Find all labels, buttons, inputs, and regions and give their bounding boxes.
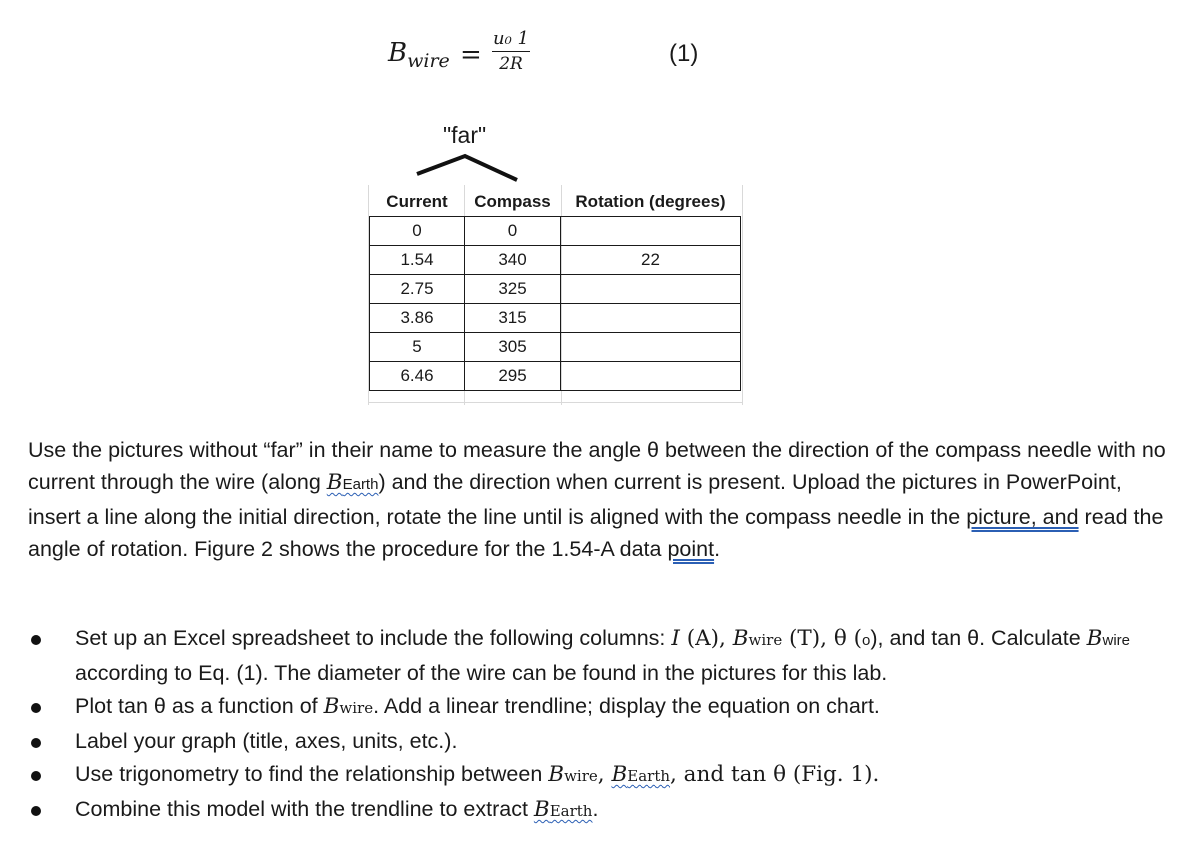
item-text: Label your graph (title, axes, units, etc.). bbox=[75, 729, 458, 753]
equation-denominator: 2R bbox=[499, 54, 523, 74]
bullet-icon bbox=[31, 771, 41, 781]
b-symbol: B bbox=[1086, 626, 1103, 651]
cell-compass: 305 bbox=[465, 333, 561, 362]
cell-current: 0 bbox=[370, 217, 465, 246]
table-row bbox=[370, 246, 741, 275]
list-item bbox=[28, 725, 1178, 758]
caret-brace-icon bbox=[415, 150, 525, 186]
table-row bbox=[370, 304, 741, 333]
table-row bbox=[370, 333, 741, 362]
cell-rotation bbox=[561, 362, 741, 391]
header-rotation: Rotation (degrees) bbox=[575, 192, 726, 211]
cell-rotation bbox=[561, 275, 741, 304]
bullet-icon bbox=[31, 806, 41, 816]
cell-current: 2.75 bbox=[370, 275, 465, 304]
table-row bbox=[370, 362, 741, 391]
paragraph-text: read the angle of rotation. Figure 2 shows the procedure for the 1.54-A data bbox=[28, 505, 1164, 561]
bullet-icon bbox=[31, 703, 41, 713]
cell-rotation bbox=[561, 333, 741, 362]
header-current: Current bbox=[386, 192, 448, 211]
degree-text: o bbox=[862, 632, 871, 649]
table-row bbox=[370, 217, 741, 246]
b-symbol: B bbox=[533, 797, 550, 822]
b-symbol: B bbox=[323, 694, 340, 719]
cell-current: 5 bbox=[370, 333, 465, 362]
b-symbol: B bbox=[326, 470, 343, 495]
cell-current: 1.54 bbox=[370, 246, 465, 275]
item-text: . bbox=[592, 797, 599, 821]
task-list bbox=[28, 622, 1178, 828]
cell-compass: 295 bbox=[465, 362, 561, 391]
cell-rotation: 22 bbox=[561, 246, 741, 275]
equation-fraction bbox=[492, 28, 530, 75]
item-text: (A), bbox=[679, 626, 733, 651]
cell-compass: 315 bbox=[465, 304, 561, 333]
b-earth-symbol bbox=[534, 797, 593, 821]
earth-subscript: Earth bbox=[549, 802, 593, 820]
item-text: , bbox=[597, 762, 612, 787]
equation-subscript: wire bbox=[407, 50, 450, 72]
cell-compass: 340 bbox=[465, 246, 561, 275]
instructions-paragraph bbox=[28, 434, 1168, 565]
equation-number: (1) bbox=[669, 40, 699, 67]
equation-numerator: u₀ 1 bbox=[493, 28, 529, 49]
b-symbol: B bbox=[548, 762, 565, 787]
paragraph-text: . bbox=[714, 537, 721, 561]
data-table bbox=[369, 188, 741, 391]
table-header-row bbox=[370, 188, 741, 217]
equation-equals: = bbox=[460, 40, 482, 70]
list-item bbox=[28, 793, 1178, 828]
item-text: (T), θ ( bbox=[782, 626, 862, 651]
cell-current: 3.86 bbox=[370, 304, 465, 333]
list-item bbox=[28, 622, 1178, 690]
item-text: according to Eq. (1). The diameter of the wire can be found in the pictures for this lab. bbox=[75, 661, 888, 685]
point-text: point bbox=[667, 537, 715, 561]
b-symbol: B bbox=[732, 626, 749, 651]
item-text: Use trigonometry to find the relationship between bbox=[75, 762, 549, 786]
picture-and-text: picture, and bbox=[966, 505, 1079, 529]
equation-lhs bbox=[388, 38, 450, 72]
paragraph-text: Use the pictures without “far” in their name to measure the angle θ between the direction of the compass needle with no current through the wire (along bbox=[28, 438, 1166, 494]
item-text: Set up an Excel spreadsheet to include the following columns: bbox=[75, 626, 672, 650]
b-earth-symbol bbox=[611, 762, 670, 786]
cell-compass: 325 bbox=[465, 275, 561, 304]
item-text: Combine this model with the trendline to extract bbox=[75, 797, 534, 821]
paragraph-text: ) and the direction when current is present. Upload the pictures in PowerPoint, insert a line along the initial direction, rotate the line until is aligned with the compass needle in the bbox=[28, 470, 1122, 529]
wire-subscript: wire bbox=[748, 631, 783, 649]
item-text: ), and tan θ. Calculate bbox=[870, 626, 1087, 650]
far-label: "far" bbox=[443, 122, 487, 148]
bullet-icon bbox=[31, 635, 41, 645]
earth-subscript: Earth bbox=[627, 767, 671, 785]
bullet-icon bbox=[31, 738, 41, 748]
b-symbol: B bbox=[611, 762, 628, 787]
cell-current: 6.46 bbox=[370, 362, 465, 391]
list-item bbox=[28, 690, 1178, 725]
wire-subscript: wire bbox=[1102, 632, 1130, 649]
list-item bbox=[28, 758, 1178, 793]
cell-rotation bbox=[561, 217, 741, 246]
earth-subscript: Earth bbox=[342, 476, 379, 493]
wire-subscript: wire bbox=[339, 699, 374, 717]
b-earth-symbol bbox=[327, 470, 379, 494]
item-text: . Add a linear trendline; display the equation on chart. bbox=[373, 694, 880, 718]
item-text: Plot tan θ as a function of bbox=[75, 694, 324, 718]
wire-subscript: wire bbox=[564, 767, 598, 785]
cell-compass: 0 bbox=[465, 217, 561, 246]
equation-b-symbol: B bbox=[388, 38, 408, 68]
table-row bbox=[370, 275, 741, 304]
i-symbol: I bbox=[671, 626, 680, 651]
fraction-bar bbox=[492, 51, 530, 52]
cell-rotation bbox=[561, 304, 741, 333]
item-text: , and tan θ (Fig. 1). bbox=[670, 762, 880, 787]
header-compass: Compass bbox=[474, 192, 551, 211]
